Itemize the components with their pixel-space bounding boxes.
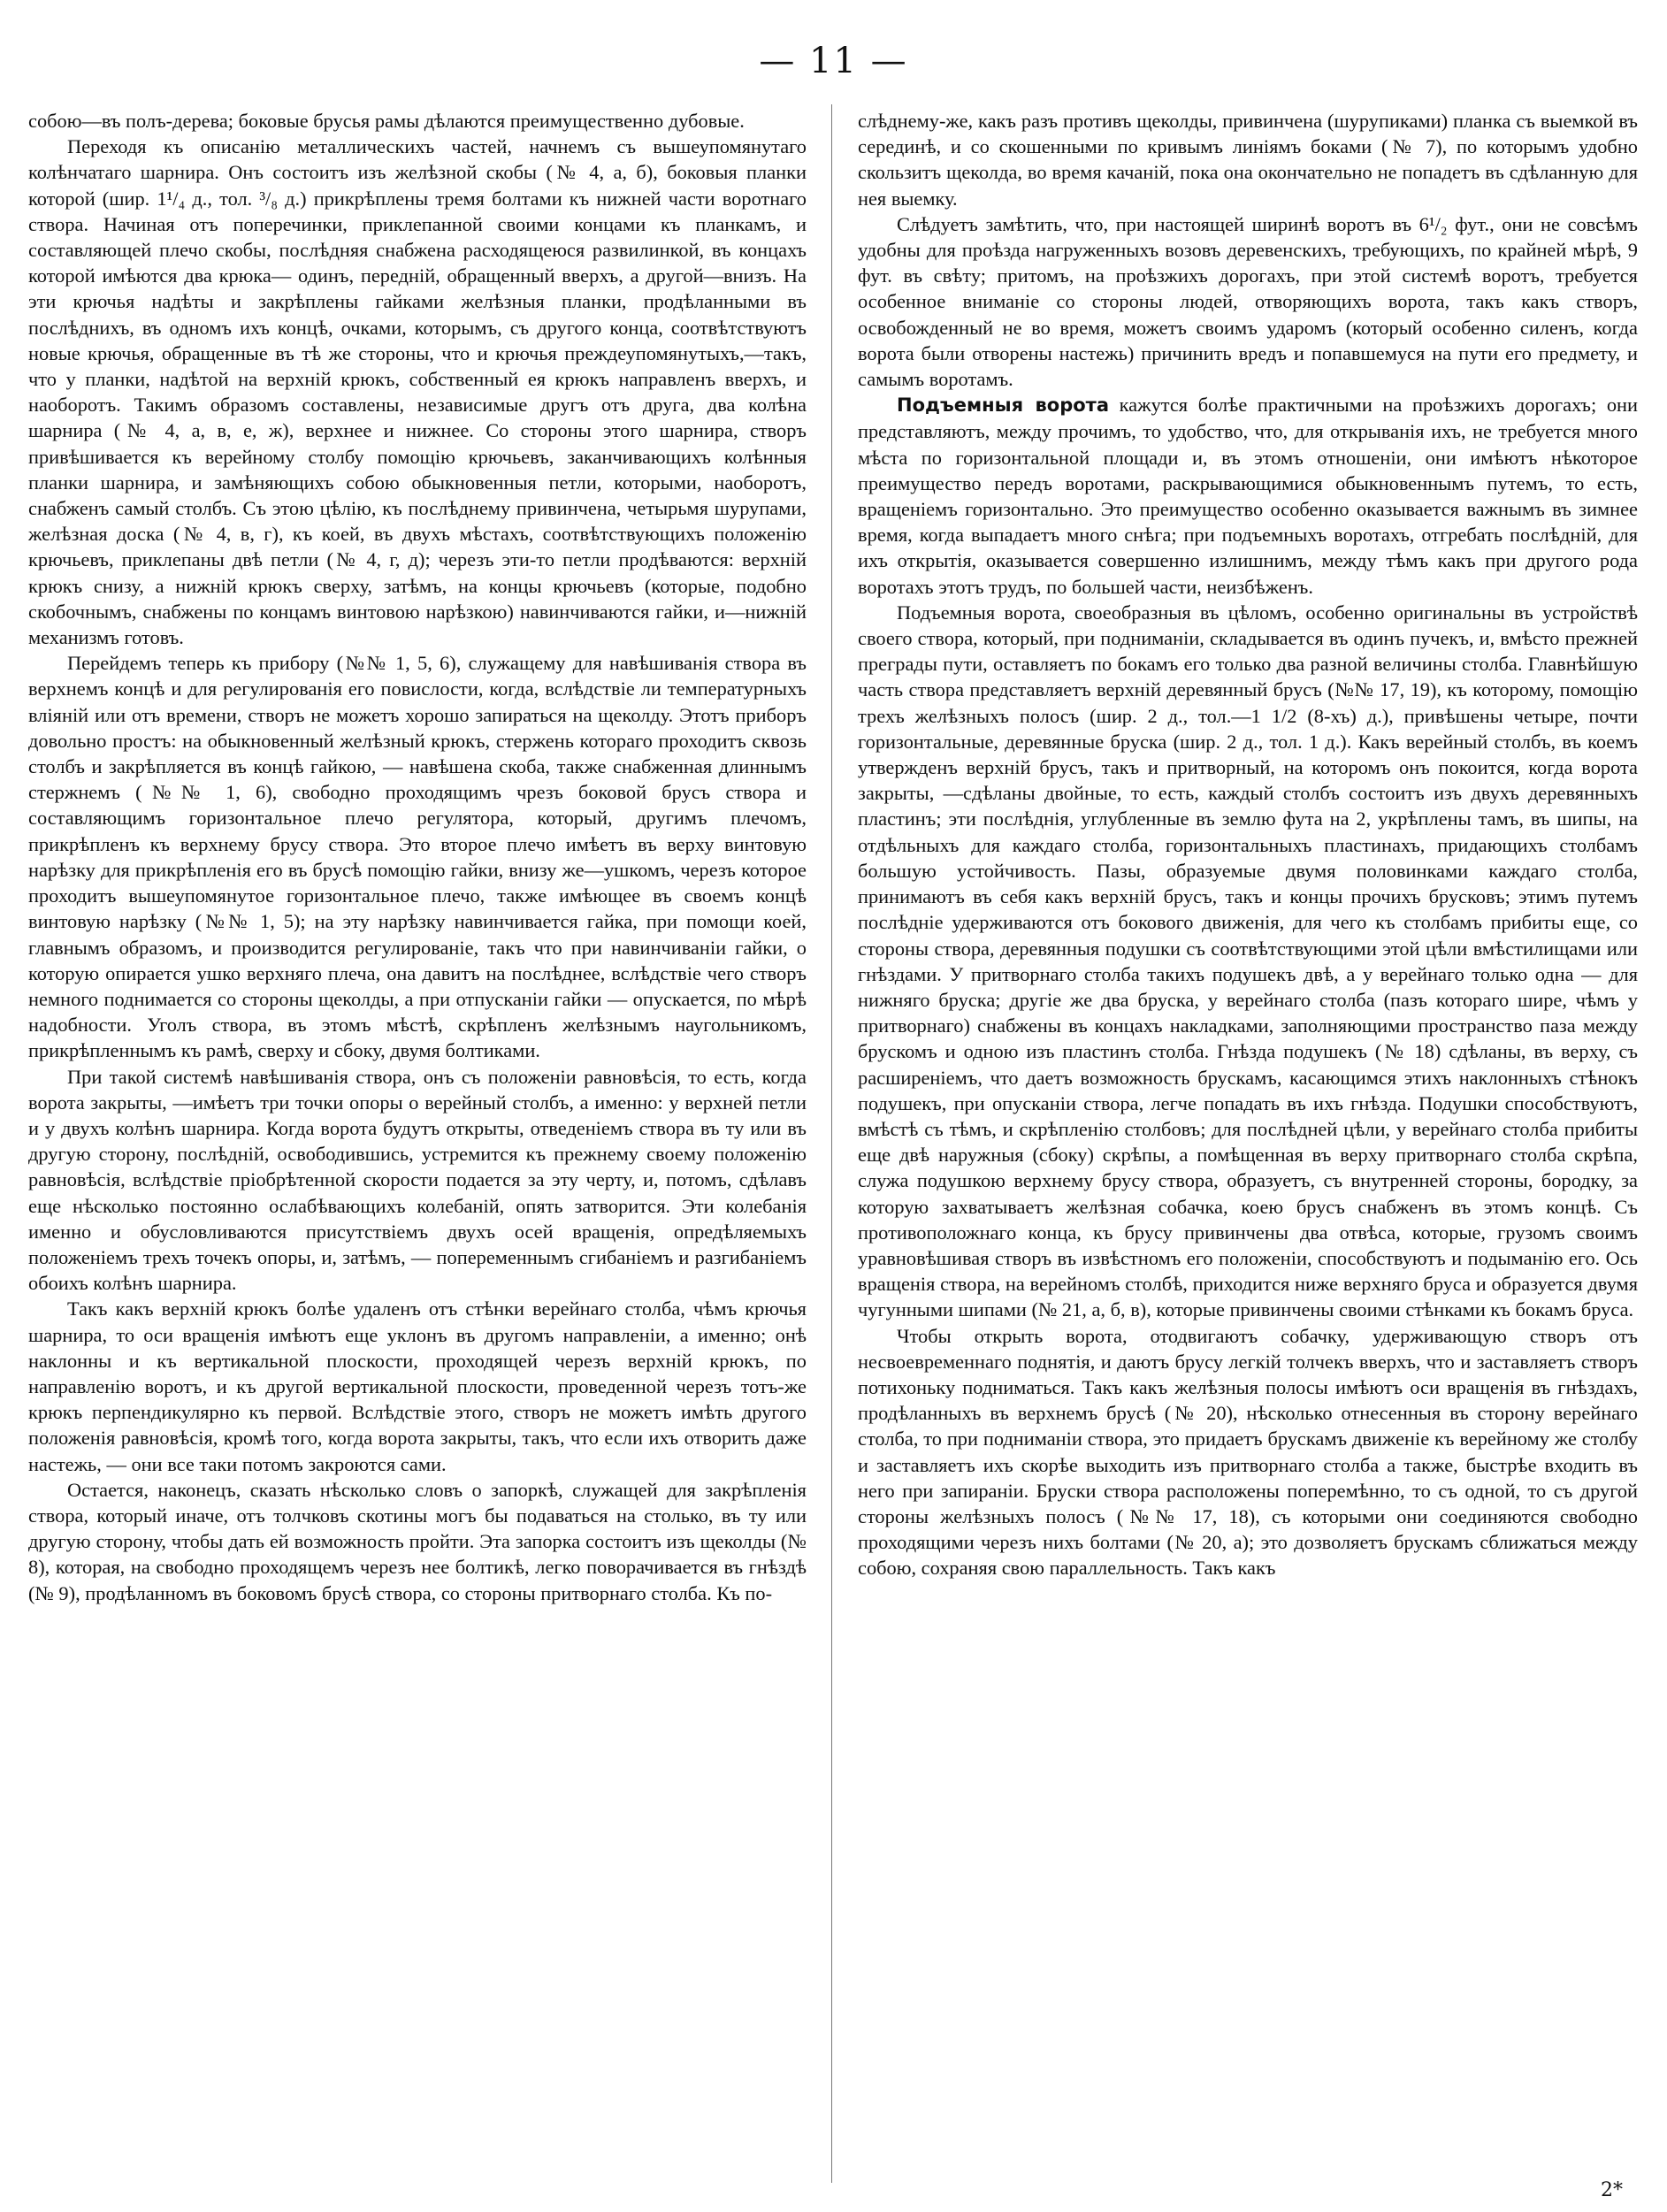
left-column	[28, 108, 807, 1606]
paragraph: Слѣдуетъ замѣтить, что, при настоящей ширинѣ воротъ въ 6¹/₂ фут., они не совсѣмъ удобны для проѣзда нагруженныхъ возовъ деревенскихъ, требующихъ, по крайней мѣрѣ, 9 фут. въ свѣту; притомъ, на проѣзжихъ дорогахъ, при этой системѣ воротъ, требуется особенное вниманіе со стороны людей, отворяющихъ ворота, такъ какъ створъ, освобожденный не во время, можетъ своимъ ударомъ (который особенно силенъ, когда ворота были отворены настежь) причинить вредъ и попавшемуся на пути его предмету, и самымъ воротамъ.	[858, 212, 1638, 391]
paragraph: Такъ какъ верхній крюкъ болѣе удаленъ отъ стѣнки верейнаго столба, чѣмъ крючья шарнира, то оси вращенія имѣютъ еще уклонъ въ другомъ направленіи, а именно; онѣ наклонны и къ вертикальной плоскости, проходящей черезъ верхній крюкъ, по направленію воротъ, и къ другой вертикальной плоскости, проведенной черезъ тотъ-же крюкъ перпендикулярно къ первой. Вслѣдствіе этого, створъ не можетъ имѣть другого положенія равновѣсія, кромѣ того, когда ворота закрыты, такъ, что если ихъ отворить даже настежь, — они все таки потомъ закроются сами.	[28, 1297, 807, 1475]
page-number-header: — 11 —	[759, 41, 908, 81]
paragraph: Перейдемъ теперь къ прибору (№№ 1, 5, 6), служащему для навѣшиванія створа въ верхнемъ концѣ и для регулированія его повислости, когда, вслѣдствіе ли температурныхъ вліяній или отъ времени, створъ не можетъ хорошо запираться на щеколду. Этотъ приборъ довольно простъ: на обыкновенный желѣзный крюкъ, стержень котораго проходитъ сквозь столбъ и закрѣпляется въ концѣ гайкою, — навѣшена скоба, также снабженная длиннымъ стержнемъ (№№ 1, 6), свободно проходящимъ чрезъ боковой брусъ створа и составляющимъ горизонтальное плечо регулятора, который, другимъ плечомъ, прикрѣпленъ къ верхнему брусу створа. Это второе плечо имѣетъ въ верху винтовую нарѣзку для прикрѣпленія его въ брусѣ помощію гайки, внизу же—ушкомъ, черезъ которое проходитъ вышеупомянутое горизонтальное плечо, также имѣющее въ своемъ концѣ винтовую нарѣзку (№№ 1, 5); на эту нарѣзку навинчивается гайка, при помощи коей, главнымъ образомъ, и производится регулированіе, такъ что при навинчиваніи гайки, о которую опирается ушко верхняго плеча, она давитъ на послѣднее, вслѣдствіе чего створъ немного поднимается со стороны щеколды, а при отпусканіи гайки — опускается, по мѣрѣ надобности. Уголъ створа, въ этомъ мѣстѣ, скрѣпленъ желѣзнымъ наугольникомъ, прикрѣпленнымъ къ рамѣ, сверху и сбоку, двумя болтиками.	[28, 652, 807, 1062]
paragraph: Чтобы открыть ворота, отодвигаютъ собачку, удерживающую створъ отъ несвоевременнаго поднятія, и даютъ брусу легкій толчекъ вверхъ, что и заставляетъ створъ потихоньку подниматься. Такъ какъ желѣзныя полосы имѣютъ оси вращенія въ гнѣздахъ, продѣланныхъ въ верхнемъ брусѣ (№ 20), нѣсколько отнесенныя въ сторону верейнаго столба, то при подниманіи створа, это придаетъ брускамъ движеніе къ верейному же столбу и заставляетъ ихъ скорѣе выходить изъ притворнаго столба а также, быстрѣе входить въ него при запираніи. Бруски створа расположены поперемѣнно, то съ одной, то съ другой стороны желѣзныхъ полосъ (№№ 17, 18), съ которыми они соединяются свободно проходящими черезъ нихъ болтами (№ 20, а); это дозволяетъ брускамъ сближаться между собою, сохраняя свою параллельность. Такъ какъ	[858, 1324, 1638, 1580]
section-heading: Подъемныя ворота	[897, 394, 1109, 417]
paragraph-text: кажутся болѣе практичными на проѣзжихъ дорогахъ; они представляютъ, между прочимъ, то удобство, что, для открыванія ихъ, не требуется много мѣста по горизонтальной площади и, въ этомъ отношеніи, они имѣютъ нѣкоторое преимущество передъ воротами, раскрывающимися обыкновеннымъ путемъ, то есть, вращеніемъ горизонтально. Это преимущество особенно оказывается важнымъ въ зимнее время, когда выпадаетъ много снѣга; при подъемныхъ воротахъ, отгребать послѣдній, для ихъ открытія, оказывается совершенно излишнимъ, между тѣмъ какъ при другого рода воротахъ этотъ трудъ, по большей части, неизбѣженъ.	[858, 394, 1638, 598]
paragraph: Остается, наконецъ, сказать нѣсколько словъ о запоркѣ, служащей для закрѣпленія створа, который иначе, отъ толчковъ скотины могъ бы подаваться на столько, въ ту или другую сторону, чтобы дать ей возможность пройти. Эта запорка состоитъ изъ щеколды (№ 8), которая, на свободно проходящемъ черезъ нее болтикѣ, легко поворачивается въ гнѣздѣ (№ 9), продѣланномъ въ боковомъ брусѣ створа, со стороны притворнаго столба. Къ по-	[28, 1478, 807, 1604]
signature-mark: 2*	[1601, 2179, 1623, 2201]
paragraph: Переходя къ описанію металлическихъ частей, начнемъ съ вышеупомянутаго колѣнчатаго шарнира. Онъ состоитъ изъ желѣзной скобы (№ 4, а, б), боковыя планки которой (шир. 1¹/₄ д., тол. ³/₈ д.) прикрѣплены тремя болтами къ нижней части воротнаго створа. Начиная отъ поперечинки, приклепанной своими концами къ планкамъ, и составляющей плечо скобы, послѣдняя снабжена расходящеюся развилинкой, въ концахъ которой имѣются два крюка— одинъ, передній, обращенный вверхъ, а другой—внизъ. На эти крючья надѣты и закрѣплены гайками желѣзныя планки, продѣланными въ послѣднихъ, въ одномъ ихъ концѣ, очками, которымъ, съ другого конца, соотвѣтствуютъ новые крючья, обращенные въ тѣ же стороны, что и крючья преждеупомянутыхъ,—такъ, что у планки, надѣтой на верхній крюкъ, собственный ея крюкъ направленъ вверхъ, и наоборотъ. Такимъ образомъ составлены, независимые другъ отъ друга, два колѣна шарнира (№ 4, а, в, е, ж), верхнее и нижнее. Со стороны этого шарнира, створъ привѣшивается къ верейному столбу помощію крючьевъ, заканчивающихъ колѣнныя планки шарнира, и замѣняющихъ собою обыкновенныя петли, которыми, наоборотъ, снабженъ самый столбъ. Съ этою цѣлію, къ послѣднему привинчена, четырьмя шурупами, желѣзная доска (№ 4, в, г), къ коей, въ двухъ мѣстахъ, соотвѣтствующихъ положенію крючьевъ, приклепаны двѣ петли (№ 4, г, д); черезъ эти-то петли продѣваются: верхній крюкъ снизу, а нижній крюкъ сверху, затѣмъ, на концы крючьевъ (которые, подобно скобочнымъ, снабжены по концамъ винтовою нарѣзкою) навинчиваются гайки, и—нижній механизмъ готовъ.	[28, 135, 807, 649]
column-divider	[831, 104, 832, 2183]
right-column	[858, 108, 1638, 1581]
paragraph: слѣднему-же, какъ разъ противъ щеколды, привинчена (шурупиками) планка съ выемкой въ серединѣ, и со скошенными по кривымъ линіямъ боками (№ 7), по которымъ удобно скользитъ щеколда, во время качаній, пока она окончательно не попадетъ въ сдѣланную для нея выемку.	[858, 110, 1638, 210]
paragraph: При такой системѣ навѣшиванія створа, онъ съ положеніи равновѣсія, то есть, когда ворота закрыты, —имѣетъ три точки опоры о верейный столбъ, а именно: у верхней петли и у двухъ колѣнъ шарнира. Когда ворота будутъ открыты, отведеніемъ створа въ ту или въ другую сторону, послѣдній, освободившись, устремится къ прежнему своему положенію равновѣсія, вслѣдствіе пріобрѣтенной скорости подается за эту черту, и, потомъ, сдѣлавъ еще нѣсколько постоянно ослабѣвающихъ колебаній, опять затворится. Эти колебанія именно и обусловливаются присутствіемъ двухъ осей вращенія, опредѣляемыхъ положеніемъ трехъ точекъ опоры, и, затѣмъ, — попеременнымъ сгибаніемъ и разгибаніемъ обоихъ колѣнъ шарнира.	[28, 1065, 807, 1295]
paragraph	[858, 392, 1638, 600]
paragraph: собою—въ полъ-дерева; боковые брусья рамы дѣлаются преимущественно дубовые.	[28, 110, 745, 132]
paragraph: Подъемныя ворота, своеобразныя въ цѣломъ, особенно оригинальны въ устройствѣ своего створа, который, при подниманіи, складывается въ одинъ пучекъ, и, вмѣсто прежней преграды пути, оставляетъ по бокамъ его только два разной величины столба. Главнѣйшую часть створа представляетъ верхній деревянный брусъ (№№ 17, 19), къ которому, помощію трехъ желѣзныхъ полосъ (шир. 2 д., тол.—1 1/2 (8-хъ) д.), привѣшены четыре, почти горизонтальные, деревянные бруска (шир. 2 д., тол. 1 д.). Какъ верейный столбъ, въ коемъ утвержденъ верхній брусъ, такъ и притворный, на которомъ онъ покоится, когда ворота закрыты, —сдѣланы двойные, то есть, каждый столбъ состоитъ изъ двухъ деревянныхъ пластинъ; эти послѣднія, углубленные въ землю фута на 2, укрѣплены тамъ, въ шипы, на отдѣльныхъ для каждаго столба, горизонтальныхъ пластинахъ, придающихъ столбамъ большую устойчивость. Пазы, образуемые двумя половинками каждаго столба, принимаютъ въ себя какъ верхній брусъ, такъ и концы прочихъ брусковъ; этимъ путемъ послѣдніе удерживаются отъ бокового движенія, для чего къ столбамъ прибиты еще, со стороны створа, деревянныя подушки съ соотвѣтствующими этой цѣли вмѣстилищами или гнѣздами. У притворнаго столба такихъ подушекъ двѣ, а у верейнаго только одна — для нижняго бруска; другіе же два бруска, у верейнаго столба (пазъ котораго шире, чѣмъ у притворнаго) снабжены въ концахъ накладками, заполняющими пространство паза между брускомъ и одною изъ пластинъ столба. Гнѣзда подушекъ (№ 18) сдѣланы, въ верху, съ расширеніемъ, что даетъ возможность брускамъ, касающимся этихъ наклонныхъ стѣнокъ подушекъ, при опусканіи створа, легче попадать въ ихъ гнѣзда. Подушки способствуютъ, вмѣстѣ съ тѣмъ, и скрѣпленію столбовъ; для послѣдней цѣли, у верейнаго столба прибиты еще двѣ наружныя (сбоку) скрѣпы, а помѣщенная въ верху притворнаго столба скрѣпа, служа подушкою верхнему брусу створа, образуетъ, съ внутренней стороны, бородку, за которую захватываетъ желѣзная собачка, коею брусъ снабженъ въ этомъ концѣ. Съ противоположнаго конца, къ брусу привинчены два отвѣса, которые, грузомъ своимъ уравновѣшивая створъ въ извѣстномъ его положеніи, способствуютъ и подыманію его. Ось вращенія створа, на верейномъ столбѣ, приходится ниже верхняго бруса и образуется двумя чугунными шипами (№ 21, а, б, в), которые привинчены своими стѣнками къ бокамъ бруса.	[858, 601, 1638, 1321]
